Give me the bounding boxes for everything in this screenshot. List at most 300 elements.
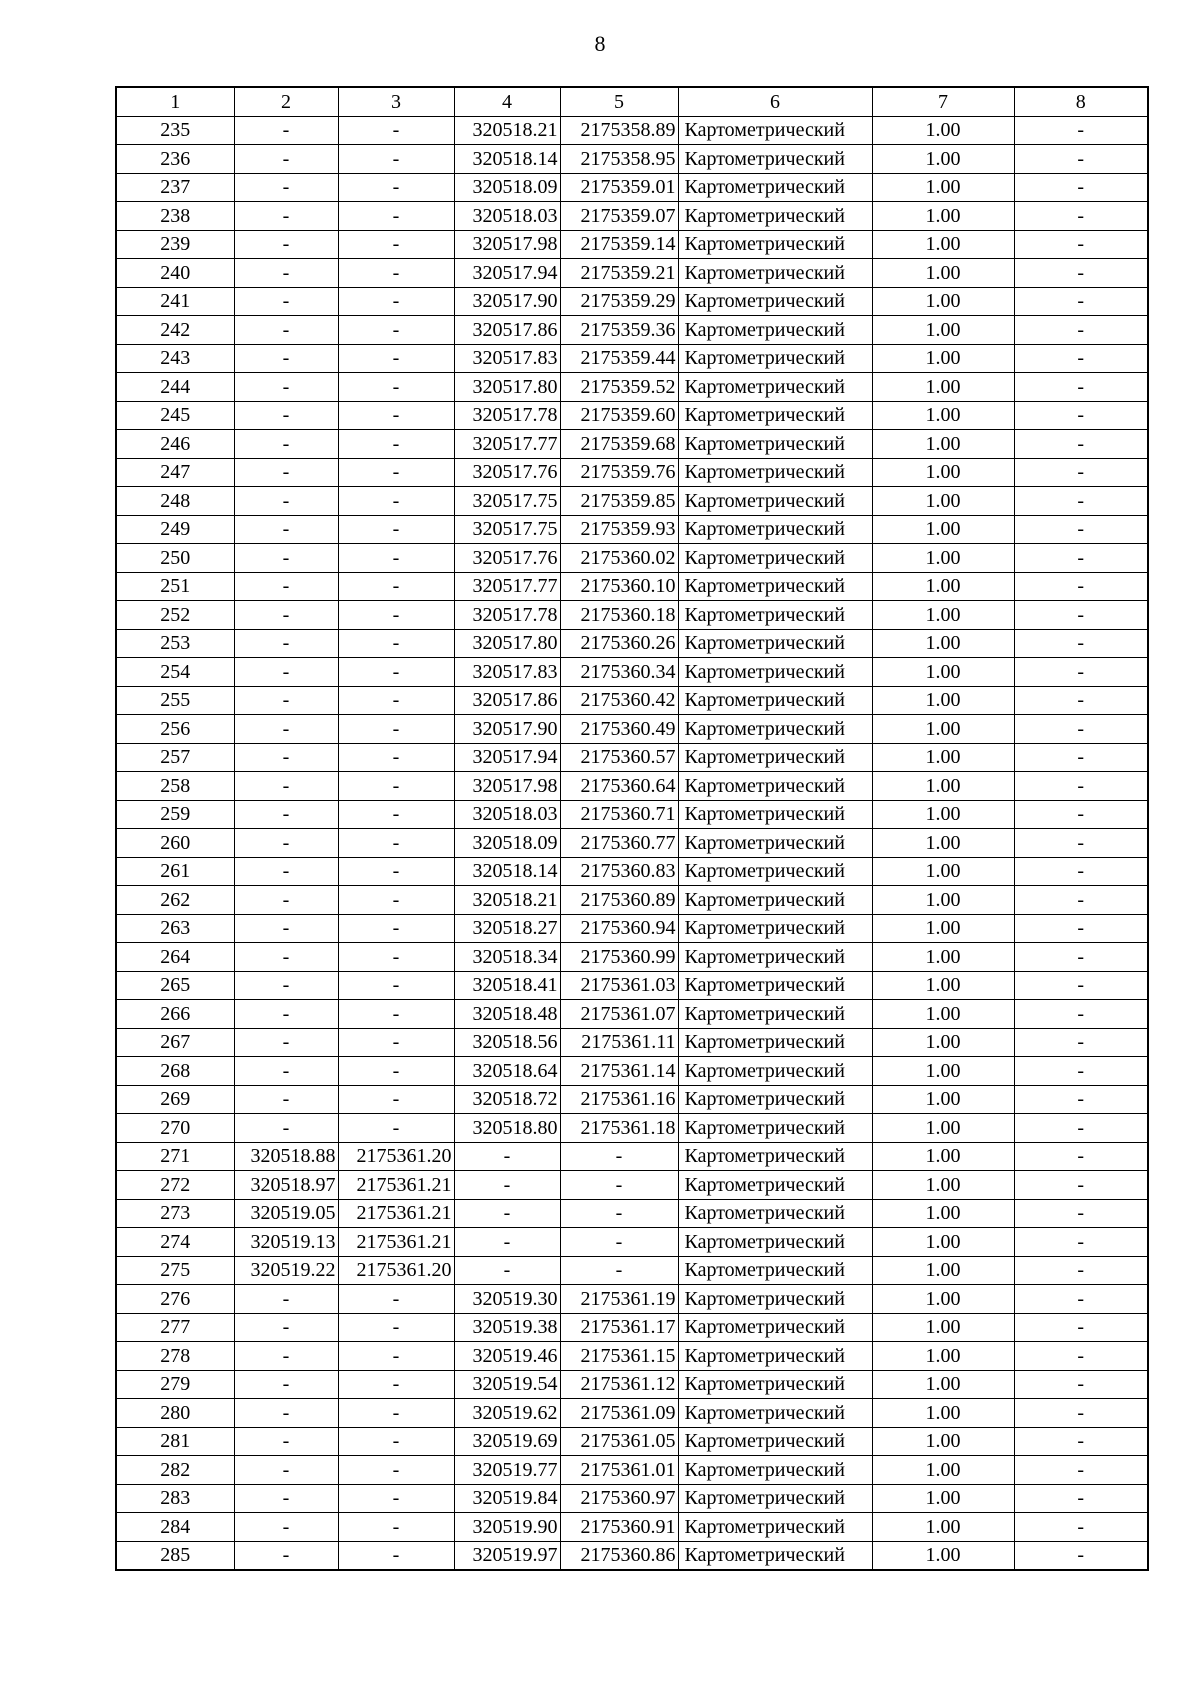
coord-x-old-cell: - <box>234 259 338 288</box>
point-number-cell: 254 <box>116 658 234 687</box>
coord-y-old-cell: - <box>338 344 454 373</box>
method-cell: Картометрический <box>678 658 872 687</box>
method-cell: Картометрический <box>678 1142 872 1171</box>
description-cell: - <box>1014 487 1148 516</box>
coord-x-old-cell: - <box>234 1513 338 1542</box>
description-cell: - <box>1014 1199 1148 1228</box>
description-cell: - <box>1014 601 1148 630</box>
method-cell: Картометрический <box>678 1313 872 1342</box>
accuracy-cell: 1.00 <box>872 1370 1014 1399</box>
table-row <box>116 943 1148 972</box>
table-row <box>116 886 1148 915</box>
accuracy-cell: 1.00 <box>872 487 1014 516</box>
method-cell: Картометрический <box>678 601 872 630</box>
coord-x-old-cell: - <box>234 373 338 402</box>
description-cell: - <box>1014 1456 1148 1485</box>
coord-x-new-cell: 320518.34 <box>454 943 560 972</box>
coord-x-new-cell: 320517.75 <box>454 487 560 516</box>
coord-y-new-cell: 2175359.68 <box>560 430 678 459</box>
point-number-cell: 257 <box>116 743 234 772</box>
method-cell: Картометрический <box>678 173 872 202</box>
description-cell: - <box>1014 1541 1148 1570</box>
point-number-cell: 259 <box>116 800 234 829</box>
method-cell: Картометрический <box>678 458 872 487</box>
table-row <box>116 1313 1148 1342</box>
coord-y-old-cell: - <box>338 173 454 202</box>
point-number-cell: 276 <box>116 1285 234 1314</box>
method-cell: Картометрический <box>678 316 872 345</box>
coord-y-new-cell: 2175359.60 <box>560 401 678 430</box>
table-row <box>116 202 1148 231</box>
table-header-row <box>116 87 1148 116</box>
method-cell: Картометрический <box>678 857 872 886</box>
method-cell: Картометрический <box>678 686 872 715</box>
coord-y-new-cell: 2175359.14 <box>560 230 678 259</box>
point-number-cell: 237 <box>116 173 234 202</box>
accuracy-cell: 1.00 <box>872 1199 1014 1228</box>
coord-x-old-cell: - <box>234 202 338 231</box>
description-cell: - <box>1014 1057 1148 1086</box>
description-cell: - <box>1014 1114 1148 1143</box>
description-cell: - <box>1014 1399 1148 1428</box>
coord-y-new-cell: 2175361.12 <box>560 1370 678 1399</box>
method-cell: Картометрический <box>678 1427 872 1456</box>
coord-y-old-cell: - <box>338 430 454 459</box>
coord-x-old-cell: - <box>234 458 338 487</box>
coord-x-old-cell: 320519.05 <box>234 1199 338 1228</box>
accuracy-cell: 1.00 <box>872 1456 1014 1485</box>
method-cell: Картометрический <box>678 145 872 174</box>
description-cell: - <box>1014 914 1148 943</box>
method-cell: Картометрический <box>678 1171 872 1200</box>
table-row <box>116 1114 1148 1143</box>
coord-y-old-cell: - <box>338 458 454 487</box>
method-cell: Картометрический <box>678 1541 872 1570</box>
coord-y-new-cell: 2175359.21 <box>560 259 678 288</box>
coord-y-old-cell: - <box>338 515 454 544</box>
description-cell: - <box>1014 202 1148 231</box>
coord-y-new-cell: 2175359.93 <box>560 515 678 544</box>
point-number-cell: 246 <box>116 430 234 459</box>
coord-x-old-cell: 320518.88 <box>234 1142 338 1171</box>
coord-x-new-cell: 320518.72 <box>454 1085 560 1114</box>
description-cell: - <box>1014 658 1148 687</box>
table-row <box>116 1541 1148 1570</box>
description-cell: - <box>1014 1342 1148 1371</box>
description-cell: - <box>1014 1370 1148 1399</box>
point-number-cell: 282 <box>116 1456 234 1485</box>
method-cell: Картометрический <box>678 1399 872 1428</box>
coord-x-old-cell: - <box>234 1000 338 1029</box>
point-number-cell: 243 <box>116 344 234 373</box>
coord-x-old-cell: - <box>234 829 338 858</box>
accuracy-cell: 1.00 <box>872 1142 1014 1171</box>
coord-y-new-cell: - <box>560 1199 678 1228</box>
point-number-cell: 239 <box>116 230 234 259</box>
point-number-cell: 269 <box>116 1085 234 1114</box>
table-row <box>116 715 1148 744</box>
coord-x-new-cell: 320517.76 <box>454 544 560 573</box>
coord-x-new-cell: 320519.46 <box>454 1342 560 1371</box>
table-row <box>116 1484 1148 1513</box>
accuracy-cell: 1.00 <box>872 601 1014 630</box>
coord-y-old-cell: - <box>338 943 454 972</box>
coord-y-old-cell: - <box>338 601 454 630</box>
method-cell: Картометрический <box>678 116 872 145</box>
coord-x-new-cell: - <box>454 1256 560 1285</box>
coord-y-old-cell: 2175361.21 <box>338 1199 454 1228</box>
method-cell: Картометрический <box>678 1085 872 1114</box>
page-number: 8 <box>594 31 606 56</box>
description-cell: - <box>1014 515 1148 544</box>
point-number-cell: 266 <box>116 1000 234 1029</box>
description-cell: - <box>1014 316 1148 345</box>
point-number-cell: 280 <box>116 1399 234 1428</box>
method-cell: Картометрический <box>678 1513 872 1542</box>
description-cell: - <box>1014 230 1148 259</box>
accuracy-cell: 1.00 <box>872 1427 1014 1456</box>
column-header: 4 <box>454 87 560 116</box>
description-cell: - <box>1014 1256 1148 1285</box>
table-row <box>116 1085 1148 1114</box>
method-cell: Картометрический <box>678 344 872 373</box>
table-row <box>116 829 1148 858</box>
accuracy-cell: 1.00 <box>872 259 1014 288</box>
accuracy-cell: 1.00 <box>872 1085 1014 1114</box>
method-cell: Картометрический <box>678 1256 872 1285</box>
description-cell: - <box>1014 1427 1148 1456</box>
description-cell: - <box>1014 373 1148 402</box>
column-header: 1 <box>116 87 234 116</box>
coord-x-new-cell: 320518.14 <box>454 145 560 174</box>
table-row <box>116 116 1148 145</box>
method-cell: Картометрический <box>678 544 872 573</box>
table-row <box>116 487 1148 516</box>
coord-y-new-cell: 2175360.64 <box>560 772 678 801</box>
coord-y-old-cell: - <box>338 658 454 687</box>
coord-y-new-cell: 2175360.86 <box>560 1541 678 1570</box>
description-cell: - <box>1014 743 1148 772</box>
description-cell: - <box>1014 886 1148 915</box>
coord-x-old-cell: - <box>234 1541 338 1570</box>
point-number-cell: 249 <box>116 515 234 544</box>
accuracy-cell: 1.00 <box>872 1228 1014 1257</box>
coord-x-old-cell: - <box>234 1399 338 1428</box>
coord-x-new-cell: 320518.03 <box>454 800 560 829</box>
method-cell: Картометрический <box>678 515 872 544</box>
coord-x-old-cell: - <box>234 1342 338 1371</box>
method-cell: Картометрический <box>678 715 872 744</box>
point-number-cell: 268 <box>116 1057 234 1086</box>
accuracy-cell: 1.00 <box>872 116 1014 145</box>
coord-y-old-cell: 2175361.21 <box>338 1171 454 1200</box>
accuracy-cell: 1.00 <box>872 1057 1014 1086</box>
table-row <box>116 1370 1148 1399</box>
description-cell: - <box>1014 829 1148 858</box>
coord-y-new-cell: 2175359.29 <box>560 287 678 316</box>
table-row <box>116 373 1148 402</box>
point-number-cell: 261 <box>116 857 234 886</box>
coord-x-new-cell: 320517.90 <box>454 287 560 316</box>
point-number-cell: 264 <box>116 943 234 972</box>
table-row <box>116 914 1148 943</box>
coord-x-old-cell: 320519.22 <box>234 1256 338 1285</box>
coord-y-old-cell: - <box>338 316 454 345</box>
method-cell: Картометрический <box>678 800 872 829</box>
coord-y-old-cell: - <box>338 202 454 231</box>
coord-x-old-cell: - <box>234 1085 338 1114</box>
coord-y-old-cell: - <box>338 1057 454 1086</box>
accuracy-cell: 1.00 <box>872 743 1014 772</box>
table-row <box>116 857 1148 886</box>
method-cell: Картометрический <box>678 1342 872 1371</box>
coord-y-old-cell: - <box>338 287 454 316</box>
table-body <box>116 116 1148 1570</box>
coord-x-old-cell: - <box>234 715 338 744</box>
accuracy-cell: 1.00 <box>872 458 1014 487</box>
column-header: 7 <box>872 87 1014 116</box>
table-row <box>116 1199 1148 1228</box>
method-cell: Картометрический <box>678 1370 872 1399</box>
table-row <box>116 259 1148 288</box>
coord-x-new-cell: - <box>454 1199 560 1228</box>
coord-y-new-cell: 2175358.95 <box>560 145 678 174</box>
point-number-cell: 258 <box>116 772 234 801</box>
point-number-cell: 277 <box>116 1313 234 1342</box>
coord-x-old-cell: - <box>234 886 338 915</box>
description-cell: - <box>1014 287 1148 316</box>
point-number-cell: 273 <box>116 1199 234 1228</box>
accuracy-cell: 1.00 <box>872 943 1014 972</box>
method-cell: Картометрический <box>678 202 872 231</box>
accuracy-cell: 1.00 <box>872 658 1014 687</box>
accuracy-cell: 1.00 <box>872 287 1014 316</box>
table-row <box>116 743 1148 772</box>
coord-y-new-cell: 2175361.16 <box>560 1085 678 1114</box>
accuracy-cell: 1.00 <box>872 344 1014 373</box>
table-row <box>116 173 1148 202</box>
coord-y-new-cell: 2175358.89 <box>560 116 678 145</box>
coord-y-new-cell: 2175360.34 <box>560 658 678 687</box>
coord-y-new-cell: 2175361.11 <box>560 1028 678 1057</box>
point-number-cell: 238 <box>116 202 234 231</box>
coord-y-new-cell: 2175360.71 <box>560 800 678 829</box>
coord-y-new-cell: 2175360.99 <box>560 943 678 972</box>
coord-x-old-cell: - <box>234 800 338 829</box>
coord-y-new-cell: 2175361.15 <box>560 1342 678 1371</box>
point-number-cell: 253 <box>116 629 234 658</box>
method-cell: Картометрический <box>678 971 872 1000</box>
coord-y-old-cell: - <box>338 1342 454 1371</box>
coord-x-new-cell: 320519.30 <box>454 1285 560 1314</box>
coord-x-old-cell: - <box>234 914 338 943</box>
coord-x-old-cell: - <box>234 230 338 259</box>
coord-y-new-cell: - <box>560 1142 678 1171</box>
table-row <box>116 344 1148 373</box>
method-cell: Картометрический <box>678 259 872 288</box>
coord-y-old-cell: - <box>338 629 454 658</box>
accuracy-cell: 1.00 <box>872 886 1014 915</box>
description-cell: - <box>1014 173 1148 202</box>
table-row <box>116 1256 1148 1285</box>
table-row <box>116 1171 1148 1200</box>
accuracy-cell: 1.00 <box>872 829 1014 858</box>
coord-y-new-cell: 2175360.26 <box>560 629 678 658</box>
coord-y-new-cell: 2175360.02 <box>560 544 678 573</box>
coord-y-new-cell: 2175360.94 <box>560 914 678 943</box>
method-cell: Картометрический <box>678 743 872 772</box>
coord-y-old-cell: - <box>338 1456 454 1485</box>
accuracy-cell: 1.00 <box>872 1285 1014 1314</box>
table-row <box>116 1228 1148 1257</box>
accuracy-cell: 1.00 <box>872 1256 1014 1285</box>
description-cell: - <box>1014 116 1148 145</box>
point-number-cell: 251 <box>116 572 234 601</box>
column-header: 6 <box>678 87 872 116</box>
method-cell: Картометрический <box>678 1484 872 1513</box>
accuracy-cell: 1.00 <box>872 629 1014 658</box>
description-cell: - <box>1014 857 1148 886</box>
method-cell: Картометрический <box>678 430 872 459</box>
description-cell: - <box>1014 629 1148 658</box>
method-cell: Картометрический <box>678 373 872 402</box>
coord-y-new-cell: 2175361.09 <box>560 1399 678 1428</box>
table-row <box>116 658 1148 687</box>
coord-y-new-cell: 2175359.07 <box>560 202 678 231</box>
coord-x-new-cell: 320517.80 <box>454 373 560 402</box>
coord-y-new-cell: 2175360.49 <box>560 715 678 744</box>
coord-y-new-cell: 2175360.57 <box>560 743 678 772</box>
method-cell: Картометрический <box>678 886 872 915</box>
coord-x-old-cell: - <box>234 116 338 145</box>
point-number-cell: 235 <box>116 116 234 145</box>
coord-y-old-cell: - <box>338 686 454 715</box>
point-number-cell: 250 <box>116 544 234 573</box>
method-cell: Картометрический <box>678 1285 872 1314</box>
coord-x-old-cell: - <box>234 1313 338 1342</box>
point-number-cell: 262 <box>116 886 234 915</box>
accuracy-cell: 1.00 <box>872 145 1014 174</box>
coord-y-new-cell: 2175359.52 <box>560 373 678 402</box>
description-cell: - <box>1014 544 1148 573</box>
coord-y-new-cell: 2175361.01 <box>560 1456 678 1485</box>
coord-x-old-cell: - <box>234 1114 338 1143</box>
point-number-cell: 263 <box>116 914 234 943</box>
coord-y-old-cell: - <box>338 1313 454 1342</box>
point-number-cell: 260 <box>116 829 234 858</box>
coord-x-old-cell: - <box>234 1285 338 1314</box>
coord-y-new-cell: 2175360.10 <box>560 572 678 601</box>
table-row <box>116 1456 1148 1485</box>
coord-x-new-cell: 320517.77 <box>454 430 560 459</box>
coord-y-new-cell: 2175360.42 <box>560 686 678 715</box>
method-cell: Картометрический <box>678 829 872 858</box>
table-row <box>116 515 1148 544</box>
accuracy-cell: 1.00 <box>872 430 1014 459</box>
description-cell: - <box>1014 1228 1148 1257</box>
table-row <box>116 1142 1148 1171</box>
coord-x-new-cell: 320517.86 <box>454 686 560 715</box>
description-cell: - <box>1014 1513 1148 1542</box>
description-cell: - <box>1014 1000 1148 1029</box>
coord-y-old-cell: - <box>338 1484 454 1513</box>
description-cell: - <box>1014 943 1148 972</box>
point-number-cell: 270 <box>116 1114 234 1143</box>
coord-x-new-cell: 320519.54 <box>454 1370 560 1399</box>
method-cell: Картометрический <box>678 629 872 658</box>
point-number-cell: 248 <box>116 487 234 516</box>
coordinates-table <box>115 86 1149 1571</box>
coord-x-new-cell: 320518.09 <box>454 173 560 202</box>
accuracy-cell: 1.00 <box>872 401 1014 430</box>
method-cell: Картометрический <box>678 572 872 601</box>
table-row <box>116 458 1148 487</box>
description-cell: - <box>1014 772 1148 801</box>
coord-x-new-cell: 320519.77 <box>454 1456 560 1485</box>
coord-y-old-cell: - <box>338 1085 454 1114</box>
column-header: 2 <box>234 87 338 116</box>
coord-y-old-cell: - <box>338 572 454 601</box>
coord-y-new-cell: 2175360.89 <box>560 886 678 915</box>
accuracy-cell: 1.00 <box>872 1171 1014 1200</box>
column-header: 5 <box>560 87 678 116</box>
coord-y-new-cell: 2175360.18 <box>560 601 678 630</box>
table-row <box>116 1057 1148 1086</box>
coord-x-new-cell: 320518.27 <box>454 914 560 943</box>
coord-y-new-cell: - <box>560 1171 678 1200</box>
point-number-cell: 242 <box>116 316 234 345</box>
coord-x-old-cell: - <box>234 287 338 316</box>
table-row <box>116 629 1148 658</box>
method-cell: Картометрический <box>678 1199 872 1228</box>
coord-x-new-cell: 320518.21 <box>454 886 560 915</box>
description-cell: - <box>1014 1313 1148 1342</box>
coord-y-old-cell: 2175361.21 <box>338 1228 454 1257</box>
description-cell: - <box>1014 1285 1148 1314</box>
coord-x-new-cell: 320517.77 <box>454 572 560 601</box>
coord-y-old-cell: - <box>338 971 454 1000</box>
accuracy-cell: 1.00 <box>872 1484 1014 1513</box>
coord-x-new-cell: - <box>454 1142 560 1171</box>
coord-x-new-cell: 320519.84 <box>454 1484 560 1513</box>
description-cell: - <box>1014 1028 1148 1057</box>
coord-x-new-cell: 320517.76 <box>454 458 560 487</box>
coord-x-old-cell: - <box>234 316 338 345</box>
coord-y-new-cell: 2175361.17 <box>560 1313 678 1342</box>
coord-y-old-cell: - <box>338 1513 454 1542</box>
method-cell: Картометрический <box>678 1114 872 1143</box>
coord-y-old-cell: - <box>338 857 454 886</box>
point-number-cell: 285 <box>116 1541 234 1570</box>
coord-x-new-cell: 320517.94 <box>454 743 560 772</box>
coord-x-old-cell: - <box>234 173 338 202</box>
coord-y-old-cell: - <box>338 145 454 174</box>
coord-x-old-cell: - <box>234 487 338 516</box>
table-row <box>116 800 1148 829</box>
point-number-cell: 271 <box>116 1142 234 1171</box>
point-number-cell: 244 <box>116 373 234 402</box>
table-row <box>116 1427 1148 1456</box>
coord-y-new-cell: 2175361.14 <box>560 1057 678 1086</box>
coord-x-new-cell: 320517.86 <box>454 316 560 345</box>
coord-x-old-cell: - <box>234 572 338 601</box>
accuracy-cell: 1.00 <box>872 715 1014 744</box>
accuracy-cell: 1.00 <box>872 914 1014 943</box>
accuracy-cell: 1.00 <box>872 1399 1014 1428</box>
coord-x-new-cell: 320518.64 <box>454 1057 560 1086</box>
description-cell: - <box>1014 686 1148 715</box>
coord-x-new-cell: 320518.03 <box>454 202 560 231</box>
